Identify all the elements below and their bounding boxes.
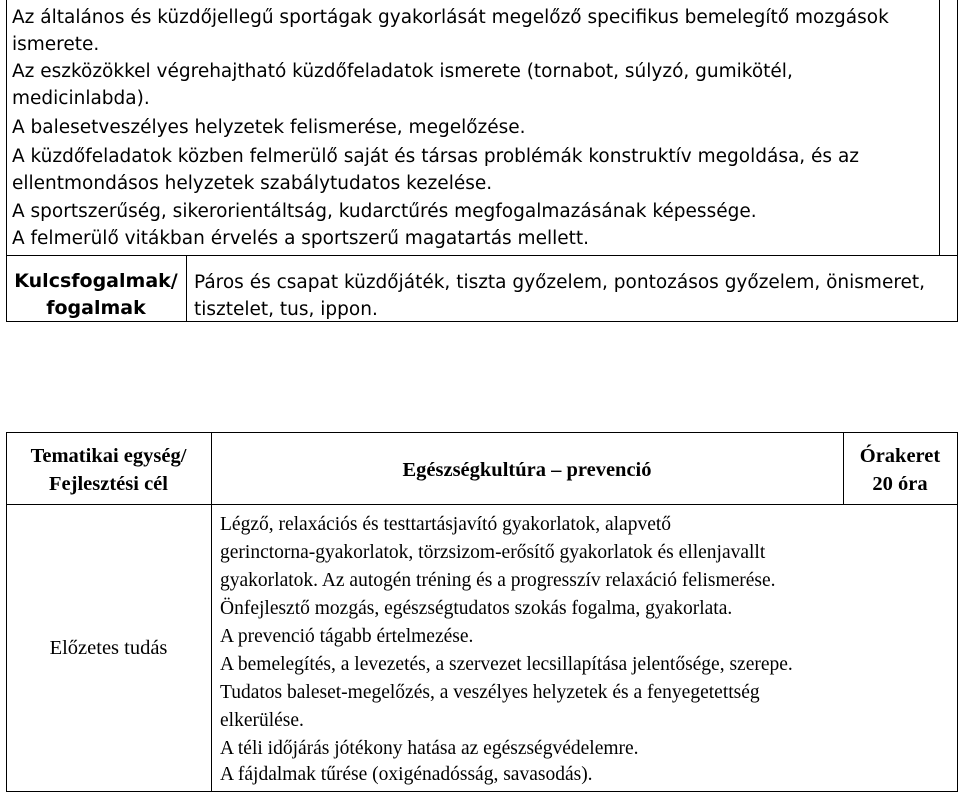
top-text-line: A felmerülő vitákban érvelés a sportszerű magatartás mellett. <box>12 228 589 249</box>
top-text-line: ellentmondásos helyzetek szabálytudatos kezelése. <box>12 173 493 194</box>
top-table-right-border <box>957 0 958 322</box>
prior-knowledge-line: gyakorlatok. Az autogén tréning és a progresszív relaxáció felismerése. <box>220 570 776 591</box>
key-concepts-text: Páros és csapat küzdőjáték, tiszta győzelem, pontozásos győzelem, önismeret, <box>194 272 926 293</box>
top-text-line: A küzdőfeladatok közben felmerülő saját és társas problémák konstruktív megoldása, és az <box>12 146 859 167</box>
unit-table-row-divider <box>6 504 958 505</box>
unit-table-right-border <box>957 432 958 792</box>
prior-knowledge-line: A prevenció tágabb értelmezése. <box>220 626 474 647</box>
prior-knowledge-line: A téli időjárás jótékony hatása az egészségvédelemre. <box>220 738 639 759</box>
prior-knowledge-line: elkerülése. <box>220 710 304 731</box>
top-table-row-divider <box>6 255 958 256</box>
prior-knowledge-line: A fájdalmak tűrése (oxigénadósság, savasodás). <box>220 764 593 785</box>
hours-box: Órakeret 20 óra <box>859 445 941 495</box>
top-text-line: Az általános és küzdőjellegű sportágak gyakorlását megelőző specifikus bemelegítő mozgások <box>12 7 889 28</box>
key-concepts-label: Kulcsfogalmak/ fogalmak <box>14 270 178 319</box>
top-text-line: A sportszerűség, sikerorientáltság, kudarctűrés megfogalmazásának képessége. <box>12 201 757 222</box>
unit-title: Egészségkultúra – prevenció <box>402 459 652 481</box>
prior-knowledge-line: Önfejlesztő mozgás, egészségtudatos szokás fogalma, gyakorlata. <box>220 598 733 619</box>
prior-knowledge-line: A bemelegítés, a levezetés, a szervezet lecsillapítása jelentősége, szerepe. <box>220 654 793 675</box>
unit-table-top-border <box>6 432 958 433</box>
prior-knowledge-line: Tudatos baleset-megelőzés, a veszélyes helyzetek és a fenyegetettség <box>220 682 760 703</box>
key-concepts-divider <box>186 255 187 322</box>
top-text-line: medicinlabda). <box>12 88 150 109</box>
unit-label: Tematikai egység/ Fejlesztési cél <box>30 445 187 495</box>
prior-knowledge-line: gerinctorna-gyakorlatok, törzsizom-erősítő gyakorlatok és ellenjavallt <box>220 542 766 563</box>
top-text-line: Az eszközökkel végrehajtható küzdőfeladatok ismerete (tornabot, súlyzó, gumikötél, <box>12 61 793 82</box>
prior-knowledge-label: Előzetes tudás <box>49 637 168 659</box>
prior-knowledge-line: Légző, relaxációs és testtartásjavító gyakorlatok, alapvető <box>220 514 672 535</box>
key-concepts-text: tisztelet, tus, ippon. <box>194 299 378 320</box>
top-table-inner-border <box>939 0 940 255</box>
unit-table-label-divider <box>211 432 212 792</box>
top-text-line: ismerete. <box>12 34 100 55</box>
top-text-line: A balesetveszélyes helyzetek felismerése, megelőzése. <box>12 117 526 138</box>
